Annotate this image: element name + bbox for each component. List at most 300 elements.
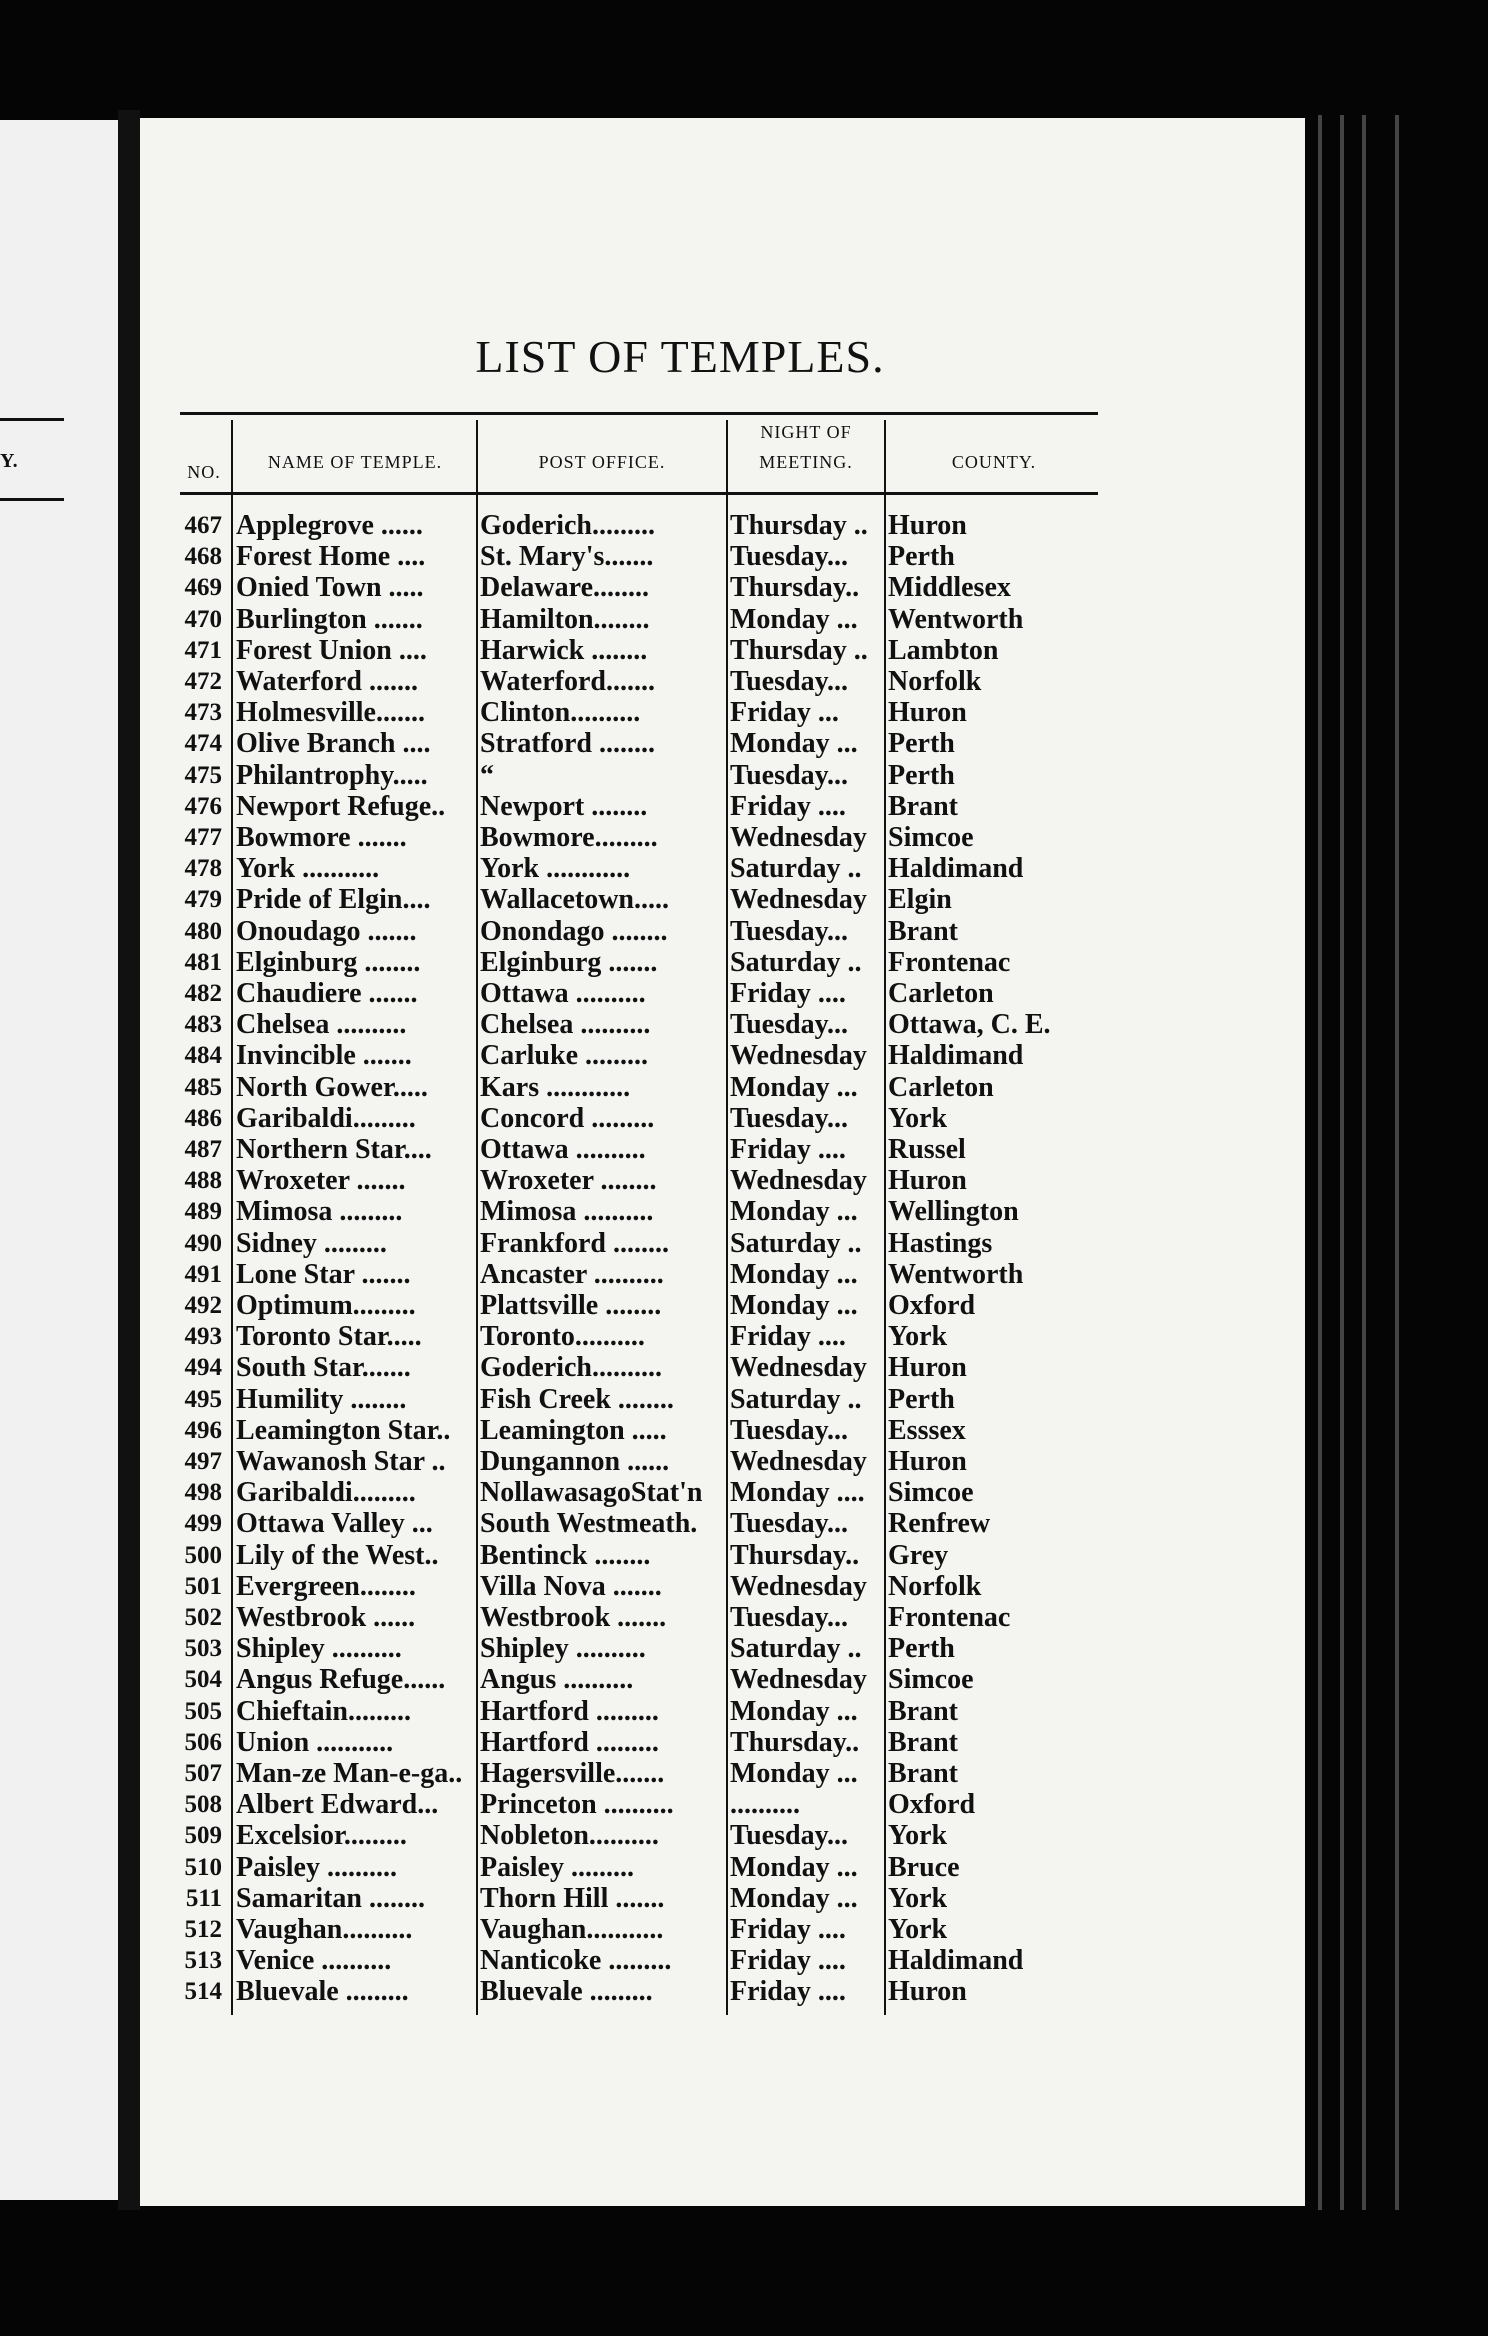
cell-po: Hagersville.......	[480, 1758, 665, 1789]
cell-po: Ottawa ..........	[480, 978, 646, 1009]
cell-po: South Westmeath.	[480, 1508, 698, 1540]
cell-name: Excelsior.........	[236, 1820, 407, 1852]
table-row	[0, 1134, 1300, 1165]
table-row	[0, 1352, 1300, 1383]
cell-po: Toronto..........	[480, 1321, 645, 1353]
cell-po: Goderich.........	[480, 510, 655, 541]
cell-no: 478	[184, 855, 222, 883]
cell-name: Lone Star .......	[236, 1258, 411, 1290]
cell-no: 477	[184, 824, 222, 851]
cell-county: Carleton	[888, 978, 994, 1009]
cell-po: Hartford .........	[480, 1695, 659, 1727]
facing-page-rule	[0, 418, 64, 421]
cell-no: 492	[184, 1292, 222, 1319]
table-row	[0, 1789, 1300, 1820]
table-row	[0, 728, 1300, 759]
table-row	[0, 1602, 1300, 1633]
table-row	[0, 1727, 1300, 1758]
cell-po: Ottawa ..........	[480, 1134, 646, 1165]
cell-no: 503	[184, 1635, 222, 1663]
cell-po: Princeton ..........	[480, 1789, 674, 1821]
cell-county: Perth	[888, 1383, 955, 1415]
cell-night: Saturday ..	[730, 853, 862, 885]
cell-no: 507	[184, 1760, 222, 1787]
cell-name: Paisley ..........	[236, 1851, 397, 1883]
table-row	[0, 1321, 1300, 1352]
cell-po: Kars ............	[480, 1071, 631, 1103]
table-row	[0, 1664, 1300, 1695]
cell-county: Perth	[888, 759, 955, 791]
cell-no: 467	[184, 512, 222, 539]
table-row	[0, 1290, 1300, 1321]
cell-name: Albert Edward...	[236, 1789, 439, 1821]
cell-county: Ottawa, C. E.	[888, 1009, 1051, 1041]
cell-no: 479	[184, 886, 222, 914]
cell-county: Huron	[888, 697, 967, 729]
cell-po: Mimosa ..........	[480, 1196, 654, 1228]
cell-no: 486	[184, 1104, 222, 1132]
cell-no: 498	[184, 1479, 222, 1507]
cell-no: 487	[184, 1136, 222, 1163]
cell-name: North Gower.....	[236, 1071, 428, 1103]
cell-no: 494	[184, 1354, 222, 1382]
cell-name: South Star.......	[236, 1352, 411, 1384]
cell-night: Monday ...	[730, 603, 858, 635]
cell-county: Brant	[888, 1695, 958, 1727]
cell-night: Wednesday	[730, 1446, 867, 1477]
cell-no: 484	[184, 1042, 222, 1070]
table-row	[0, 1040, 1300, 1071]
cell-name: Invincible .......	[236, 1040, 412, 1072]
table-row	[0, 1758, 1300, 1789]
cell-no: 497	[184, 1448, 222, 1475]
table-row	[0, 1196, 1300, 1227]
cell-po: Bowmore.........	[480, 822, 658, 853]
cell-no: 482	[184, 980, 222, 1007]
table-row	[0, 947, 1300, 978]
cell-county: Middlesex	[888, 572, 1011, 604]
cell-name: Chieftain.........	[236, 1695, 411, 1727]
cell-county: Norfolk	[888, 1570, 982, 1602]
cell-county: Perth	[888, 541, 955, 573]
cell-po: Hamilton........	[480, 603, 650, 635]
cell-county: Bruce	[888, 1851, 960, 1883]
cell-no: 500	[184, 1541, 222, 1569]
table-row	[0, 1259, 1300, 1290]
cell-county: Brant	[888, 1758, 958, 1789]
cell-name: Bluevale .........	[236, 1976, 409, 2008]
cell-county: York	[888, 1882, 948, 1914]
cell-night: Tuesday...	[730, 1508, 849, 1540]
cell-po: York ............	[480, 853, 631, 885]
cell-night: Tuesday...	[730, 1602, 849, 1633]
table-row	[0, 635, 1300, 666]
table-row	[0, 760, 1300, 791]
cell-name: Shipley ..........	[236, 1633, 402, 1665]
cell-name: Leamington Star..	[236, 1414, 451, 1446]
cell-name: Philantrophy.....	[236, 759, 428, 791]
cell-county: Renfrew	[888, 1508, 991, 1540]
cell-po: Stratford ........	[480, 728, 655, 760]
cell-no: 472	[184, 668, 222, 695]
cell-night: Tuesday...	[730, 541, 849, 573]
cell-night: Friday ....	[730, 1321, 846, 1353]
cell-name: Man-ze Man-e-ga..	[236, 1758, 463, 1789]
cell-name: Venice ..........	[236, 1945, 392, 1977]
header-night-line2: MEETING.	[759, 452, 853, 472]
cell-po: Onondago ........	[480, 915, 668, 947]
table-row	[0, 1446, 1300, 1477]
cell-county: Simcoe	[888, 1664, 974, 1696]
cell-po: Plattsville ........	[480, 1290, 662, 1321]
cell-no: 505	[184, 1697, 222, 1725]
cell-county: Oxford	[888, 1290, 976, 1321]
cell-po: Bluevale .........	[480, 1976, 653, 2008]
cell-no: 501	[184, 1572, 222, 1600]
table-row	[0, 697, 1300, 728]
cell-name: Onoudago .......	[236, 915, 417, 947]
cell-county: Frontenac	[888, 1602, 1011, 1633]
table-row	[0, 822, 1300, 853]
cell-name: Lily of the West..	[236, 1539, 439, 1571]
cell-po: Chelsea ..........	[480, 1009, 651, 1041]
cell-name: Burlington .......	[236, 603, 423, 635]
cell-county: Russel	[888, 1134, 966, 1165]
cell-night: Thursday ..	[730, 634, 868, 666]
cell-name: Mimosa .........	[236, 1196, 403, 1228]
table-row	[0, 1976, 1300, 2007]
cell-po: Nanticoke .........	[480, 1945, 672, 1977]
cell-night: Monday ...	[730, 1695, 858, 1727]
cell-county: Frontenac	[888, 946, 1011, 978]
table-row	[0, 1165, 1300, 1196]
table-row	[0, 1072, 1300, 1103]
cell-county: York	[888, 1820, 948, 1852]
table-row	[0, 1540, 1300, 1571]
cell-name: Forest Union ....	[236, 634, 427, 666]
cell-name: Chelsea ..........	[236, 1009, 407, 1041]
cell-county: Huron	[888, 1352, 967, 1384]
cell-county: Perth	[888, 1633, 955, 1665]
cell-county: Haldimand	[888, 1040, 1024, 1072]
cell-name: Ottawa Valley ...	[236, 1508, 433, 1540]
cell-night: Wednesday	[730, 1570, 867, 1602]
cell-county: Norfolk	[888, 666, 982, 697]
cell-night: Tuesday...	[730, 1820, 849, 1852]
cell-po: Thorn Hill .......	[480, 1882, 665, 1914]
table-row	[0, 1508, 1300, 1539]
cell-county: Huron	[888, 510, 967, 541]
cell-name: Garibaldi.........	[236, 1102, 416, 1134]
cell-night: Tuesday...	[730, 915, 849, 947]
cell-night: ..........	[730, 1789, 800, 1821]
cell-name: Newport Refuge..	[236, 790, 446, 822]
page-edge	[1362, 115, 1366, 2210]
table-row	[0, 666, 1300, 697]
header-night-line1: NIGHT OF	[760, 422, 852, 442]
cell-night: Monday ...	[730, 1071, 858, 1103]
cell-no: 504	[184, 1666, 222, 1694]
table-top-rule	[180, 412, 1098, 415]
cell-night: Saturday ..	[730, 1227, 862, 1259]
table-row	[0, 1914, 1300, 1945]
header-name: NAME OF TEMPLE.	[267, 452, 443, 472]
cell-county: Wellington	[888, 1196, 1019, 1228]
cell-name: Angus Refuge......	[236, 1664, 446, 1696]
cell-no: 512	[184, 1916, 222, 1943]
table-row	[0, 572, 1300, 603]
cell-no: 471	[184, 636, 222, 664]
page-edge	[1395, 115, 1399, 2210]
cell-name: Onied Town .....	[236, 572, 424, 604]
table-row	[0, 1820, 1300, 1851]
table-row	[0, 510, 1300, 541]
cell-no: 506	[184, 1728, 222, 1756]
table-row	[0, 541, 1300, 572]
cell-po: Wallacetown.....	[480, 884, 669, 916]
cell-po: Paisley .........	[480, 1851, 634, 1883]
cell-night: Thursday..	[730, 572, 860, 604]
cell-po: Villa Nova .......	[480, 1570, 662, 1602]
cell-po: Frankford ........	[480, 1227, 669, 1259]
cell-po: Delaware........	[480, 572, 649, 604]
cell-po: Angus ..........	[480, 1664, 634, 1696]
cell-po: Shipley ..........	[480, 1633, 646, 1665]
table-row	[0, 1571, 1300, 1602]
table-header-rule	[180, 492, 1098, 495]
cell-po: Fish Creek ........	[480, 1383, 674, 1415]
cell-night: Tuesday...	[730, 1102, 849, 1134]
page-title: LIST OF TEMPLES.	[475, 331, 885, 382]
cell-no: 470	[184, 605, 222, 633]
cell-night: Monday ...	[730, 1758, 858, 1789]
facing-page-header-fragment: Y.	[0, 450, 18, 472]
cell-night: Tuesday...	[730, 1009, 849, 1041]
cell-night: Monday ...	[730, 1258, 858, 1290]
cell-night: Wednesday	[730, 822, 867, 853]
cell-name: Union ...........	[236, 1726, 394, 1758]
cell-night: Wednesday	[730, 884, 867, 916]
cell-no: 493	[184, 1323, 222, 1351]
cell-po: Bentinck ........	[480, 1539, 651, 1571]
cell-no: 514	[184, 1978, 222, 2006]
cell-no: 480	[184, 917, 222, 945]
table-row	[0, 978, 1300, 1009]
cell-county: Grey	[888, 1539, 949, 1571]
cell-county: York	[888, 1321, 948, 1353]
cell-night: Wednesday	[730, 1664, 867, 1696]
cell-po: Ancaster ..........	[480, 1258, 664, 1290]
cell-no: 508	[184, 1791, 222, 1819]
table-row	[0, 1883, 1300, 1914]
cell-night: Monday ...	[730, 1290, 858, 1321]
cell-night: Friday ....	[730, 1945, 846, 1977]
cell-night: Saturday ..	[730, 946, 862, 978]
cell-no: 495	[184, 1385, 222, 1413]
cell-no: 510	[184, 1853, 222, 1881]
cell-name: Northern Star....	[236, 1134, 432, 1165]
cell-night: Wednesday	[730, 1040, 867, 1072]
cell-no: 481	[184, 948, 222, 976]
cell-name: Forest Home ....	[236, 541, 426, 573]
cell-night: Friday ....	[730, 790, 846, 822]
cell-po: Nobleton..........	[480, 1820, 659, 1852]
table-row	[0, 1477, 1300, 1508]
cell-po: Elginburg .......	[480, 946, 658, 978]
cell-no: 473	[184, 699, 222, 727]
cell-po: Carluke .........	[480, 1040, 648, 1072]
cell-night: Monday ...	[730, 1882, 858, 1914]
cell-no: 511	[185, 1884, 222, 1912]
facing-page-rule	[0, 498, 64, 501]
cell-county: Simcoe	[888, 822, 974, 853]
table-row	[0, 1103, 1300, 1134]
cell-no: 491	[184, 1260, 222, 1288]
cell-county: Lambton	[888, 634, 999, 666]
cell-po: Clinton..........	[480, 697, 641, 729]
cell-po: “	[480, 759, 494, 791]
cell-name: Pride of Elgin....	[236, 884, 431, 916]
cell-county: Simcoe	[888, 1477, 974, 1509]
cell-no: 468	[184, 543, 222, 571]
cell-no: 485	[184, 1073, 222, 1101]
cell-night: Tuesday...	[730, 666, 849, 697]
cell-county: Haldimand	[888, 853, 1024, 885]
cell-po: Concord .........	[480, 1102, 655, 1134]
cell-name: Optimum.........	[236, 1290, 416, 1321]
cell-night: Monday ...	[730, 728, 858, 760]
cell-no: 475	[184, 761, 222, 789]
cell-county: Oxford	[888, 1789, 976, 1821]
cell-po: Westbrook .......	[480, 1602, 667, 1633]
cell-po: Waterford.......	[480, 666, 655, 697]
cell-no: 509	[184, 1822, 222, 1850]
cell-name: Vaughan..........	[236, 1914, 413, 1945]
cell-county: York	[888, 1914, 948, 1945]
cell-night: Wednesday	[730, 1352, 867, 1384]
page-edge	[1318, 115, 1322, 2210]
cell-po: Dungannon ......	[480, 1446, 670, 1477]
header-county: COUNTY.	[951, 452, 1037, 472]
header-post-office: POST OFFICE.	[538, 452, 666, 472]
table-row	[0, 604, 1300, 635]
table-row	[0, 1415, 1300, 1446]
cell-night: Thursday..	[730, 1539, 860, 1571]
cell-no: 513	[184, 1947, 222, 1975]
cell-name: Humility ........	[236, 1383, 407, 1415]
cell-county: Esssex	[888, 1414, 966, 1446]
cell-po: Harwick ........	[480, 634, 648, 666]
cell-no: 488	[184, 1167, 222, 1195]
header-no: NO.	[187, 462, 221, 482]
cell-name: Elginburg ........	[236, 946, 421, 978]
cell-no: 476	[184, 792, 222, 820]
table-row	[0, 1384, 1300, 1415]
cell-name: York ...........	[236, 853, 380, 885]
table-row	[0, 853, 1300, 884]
cell-po: Newport ........	[480, 790, 648, 822]
cell-county: Haldimand	[888, 1945, 1024, 1977]
cell-night: Thursday..	[730, 1726, 860, 1758]
table-row	[0, 791, 1300, 822]
cell-night: Thursday ..	[730, 510, 868, 541]
page-edge	[1340, 115, 1344, 2210]
table-row	[0, 1696, 1300, 1727]
cell-county: Wentworth	[888, 603, 1024, 635]
cell-night: Friday ....	[730, 1914, 846, 1945]
cell-night: Monday ...	[730, 1851, 858, 1883]
cell-night: Friday ....	[730, 978, 846, 1009]
cell-night: Tuesday...	[730, 759, 849, 791]
cell-night: Wednesday	[730, 1165, 867, 1197]
cell-county: Huron	[888, 1165, 967, 1197]
cell-night: Saturday ..	[730, 1633, 862, 1665]
cell-no: 489	[184, 1198, 222, 1226]
cell-name: Westbrook ......	[236, 1602, 416, 1633]
cell-no: 469	[184, 574, 222, 602]
cell-po: Wroxeter ........	[480, 1165, 657, 1197]
cell-name: Wroxeter .......	[236, 1165, 406, 1197]
cell-name: Toronto Star.....	[236, 1321, 422, 1353]
cell-night: Monday ....	[730, 1477, 865, 1509]
cell-night: Monday ...	[730, 1196, 858, 1228]
cell-name: Garibaldi.........	[236, 1477, 416, 1509]
cell-county: Brant	[888, 915, 958, 947]
cell-no: 474	[184, 730, 222, 758]
cell-no: 502	[184, 1604, 222, 1631]
cell-night: Friday ...	[730, 697, 839, 729]
cell-name: Applegrove ......	[236, 510, 423, 541]
cell-po: St. Mary's.......	[480, 541, 654, 573]
cell-night: Friday ....	[730, 1976, 846, 2008]
cell-no: 499	[184, 1510, 222, 1538]
cell-name: Holmesville.......	[236, 697, 425, 729]
cell-name: Samaritan ........	[236, 1882, 425, 1914]
cell-po: Hartford .........	[480, 1726, 659, 1758]
table-row	[0, 916, 1300, 947]
cell-name: Chaudiere .......	[236, 978, 418, 1009]
cell-night: Saturday ..	[730, 1383, 862, 1415]
cell-no: 490	[184, 1229, 222, 1257]
cell-po: Leamington .....	[480, 1414, 667, 1446]
cell-name: Olive Branch ....	[236, 728, 431, 760]
cell-county: Hastings	[888, 1227, 993, 1259]
cell-no: 483	[184, 1011, 222, 1039]
cell-name: Sidney .........	[236, 1227, 387, 1259]
cell-county: Huron	[888, 1976, 967, 2008]
cell-no: 496	[184, 1416, 222, 1444]
cell-po: NollawasagoStat'n	[480, 1477, 703, 1509]
cell-county: Elgin	[888, 884, 952, 916]
cell-name: Wawanosh Star ..	[236, 1446, 446, 1477]
table-row	[0, 1633, 1300, 1664]
cell-name: Evergreen........	[236, 1570, 416, 1602]
cell-name: Waterford .......	[236, 666, 418, 697]
cell-county: Perth	[888, 728, 955, 760]
table-row	[0, 1009, 1300, 1040]
cell-night: Friday ....	[730, 1134, 846, 1165]
table-row	[0, 884, 1300, 915]
table-row	[0, 1228, 1300, 1259]
table-row	[0, 1945, 1300, 1976]
cell-county: Brant	[888, 790, 958, 822]
cell-county: Huron	[888, 1446, 967, 1477]
cell-county: Brant	[888, 1726, 958, 1758]
cell-po: Vaughan...........	[480, 1914, 664, 1945]
cell-night: Tuesday...	[730, 1414, 849, 1446]
cell-po: Goderich..........	[480, 1352, 662, 1384]
cell-county: Wentworth	[888, 1258, 1024, 1290]
